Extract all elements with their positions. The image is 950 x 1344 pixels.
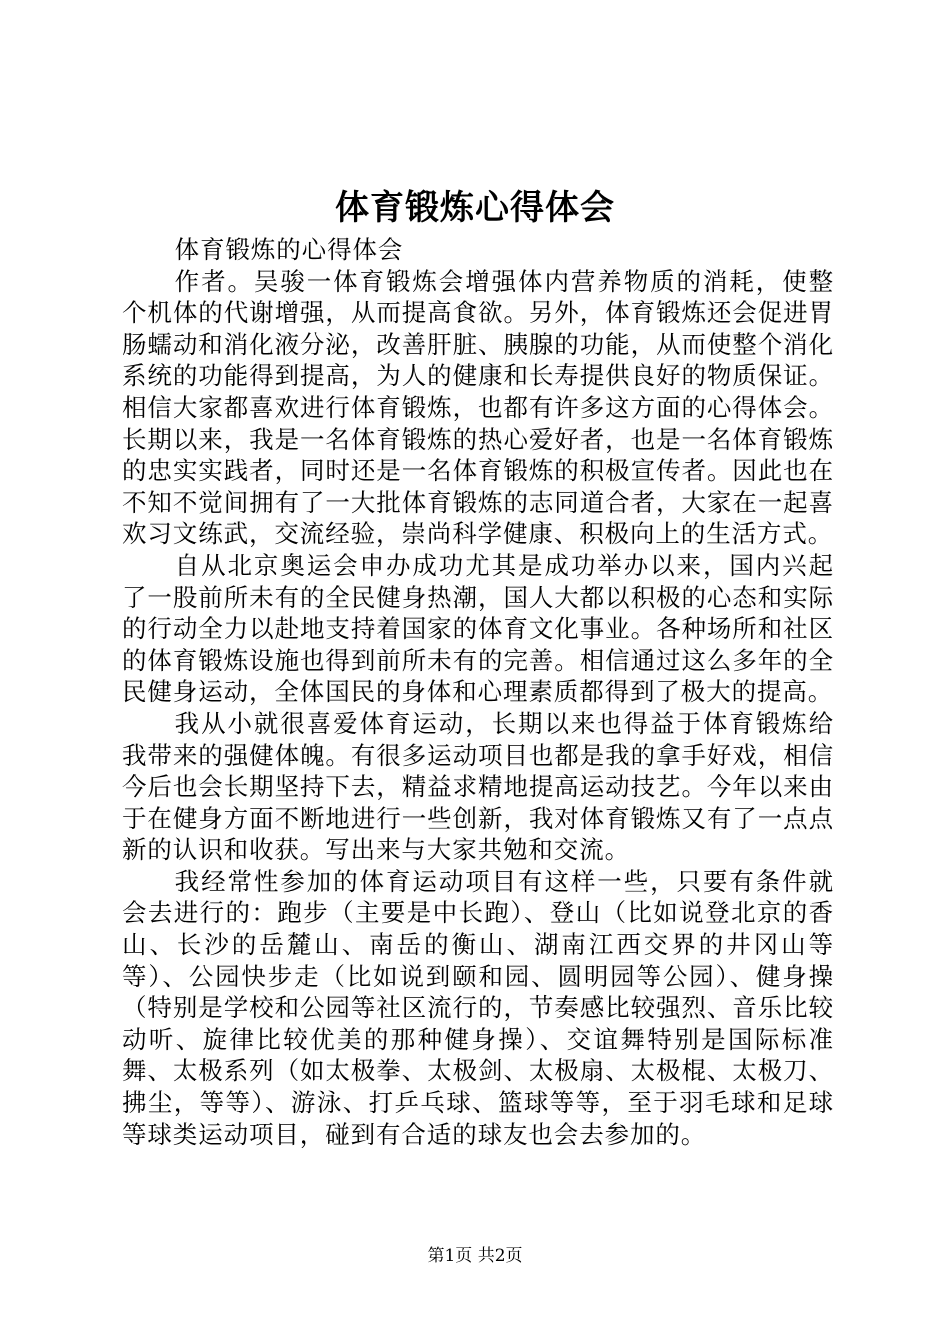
paragraph-4: 我经常性参加的体育运动项目有这样一些，只要有条件就会去进行的：跑步（主要是中长跑）、登山（比如说登北京的香山、长沙的岳麓山、南岳的衡山、湖南江西交界的井冈山等等）、公园快步走（比如说到颐和园、圆明园等公园）、健身操（特别是学校和公园等社区流行的，节奏感比较强烈、音乐比较动听、旋律比较优美的那种健身操）、交谊舞特别是国际标准舞、太极系列（如太极拳、太极剑、太极扇、太极棍、太极刀、拂尘，等等）、游泳、打乒乓球、篮球等等，至于羽毛球和足球等球类运动项目，碰到有合适的球友也会去参加的。 [122,866,834,1149]
paragraph-3: 我从小就很喜爱体育运动，长期以来也得益于体育锻炼给我带来的强健体魄。有很多运动项目也都是我的拿手好戏，相信今后也会长期坚持下去，精益求精地提高运动技艺。今年以来由于在健身方面不断地进行一些创新，我对体育锻炼又有了一点点新的认识和收获。写出来与大家共勉和交流。 [122,708,834,865]
document-title: 体育锻炼心得体会 [335,188,615,228]
paragraph-2: 自从北京奥运会申办成功尤其是成功举办以来，国内兴起了一股前所未有的全民健身热潮，国人大都以积极的心态和实际的行动全力以赴地支持着国家的体育文化事业。各种场所和社区的体育锻炼设施也得到前所未有的完善。相信通过这么多年的全民健身运动，全体国民的身体和心理素质都得到了极大的提高。 [122,550,834,707]
page-footer: 第1页 共2页 [427,1246,523,1266]
paragraph-subtitle: 体育锻炼的心得体会 [174,235,404,264]
document-body [122,234,834,1150]
paragraph-1: 作者。吴骏一体育锻炼会增强体内营养物质的消耗，使整个机体的代谢增强，从而提高食欲。另外，体育锻炼还会促进胃肠蠕动和消化液分泌，改善肝脏、胰腺的功能，从而使整个消化系统的功能得到提高，为人的健康和长寿提供良好的物质保证。相信大家都喜欢进行体育锻炼，也都有许多这方面的心得体会。长期以来，我是一名体育锻炼的热心爱好者，也是一名体育锻炼的忠实实践者，同时还是一名体育锻炼的积极宣传者。因此也在不知不觉间拥有了一大批体育锻炼的志同道合者，大家在一起喜欢习文练武，交流经验，崇尚科学健康、积极向上的生活方式。 [122,266,834,549]
